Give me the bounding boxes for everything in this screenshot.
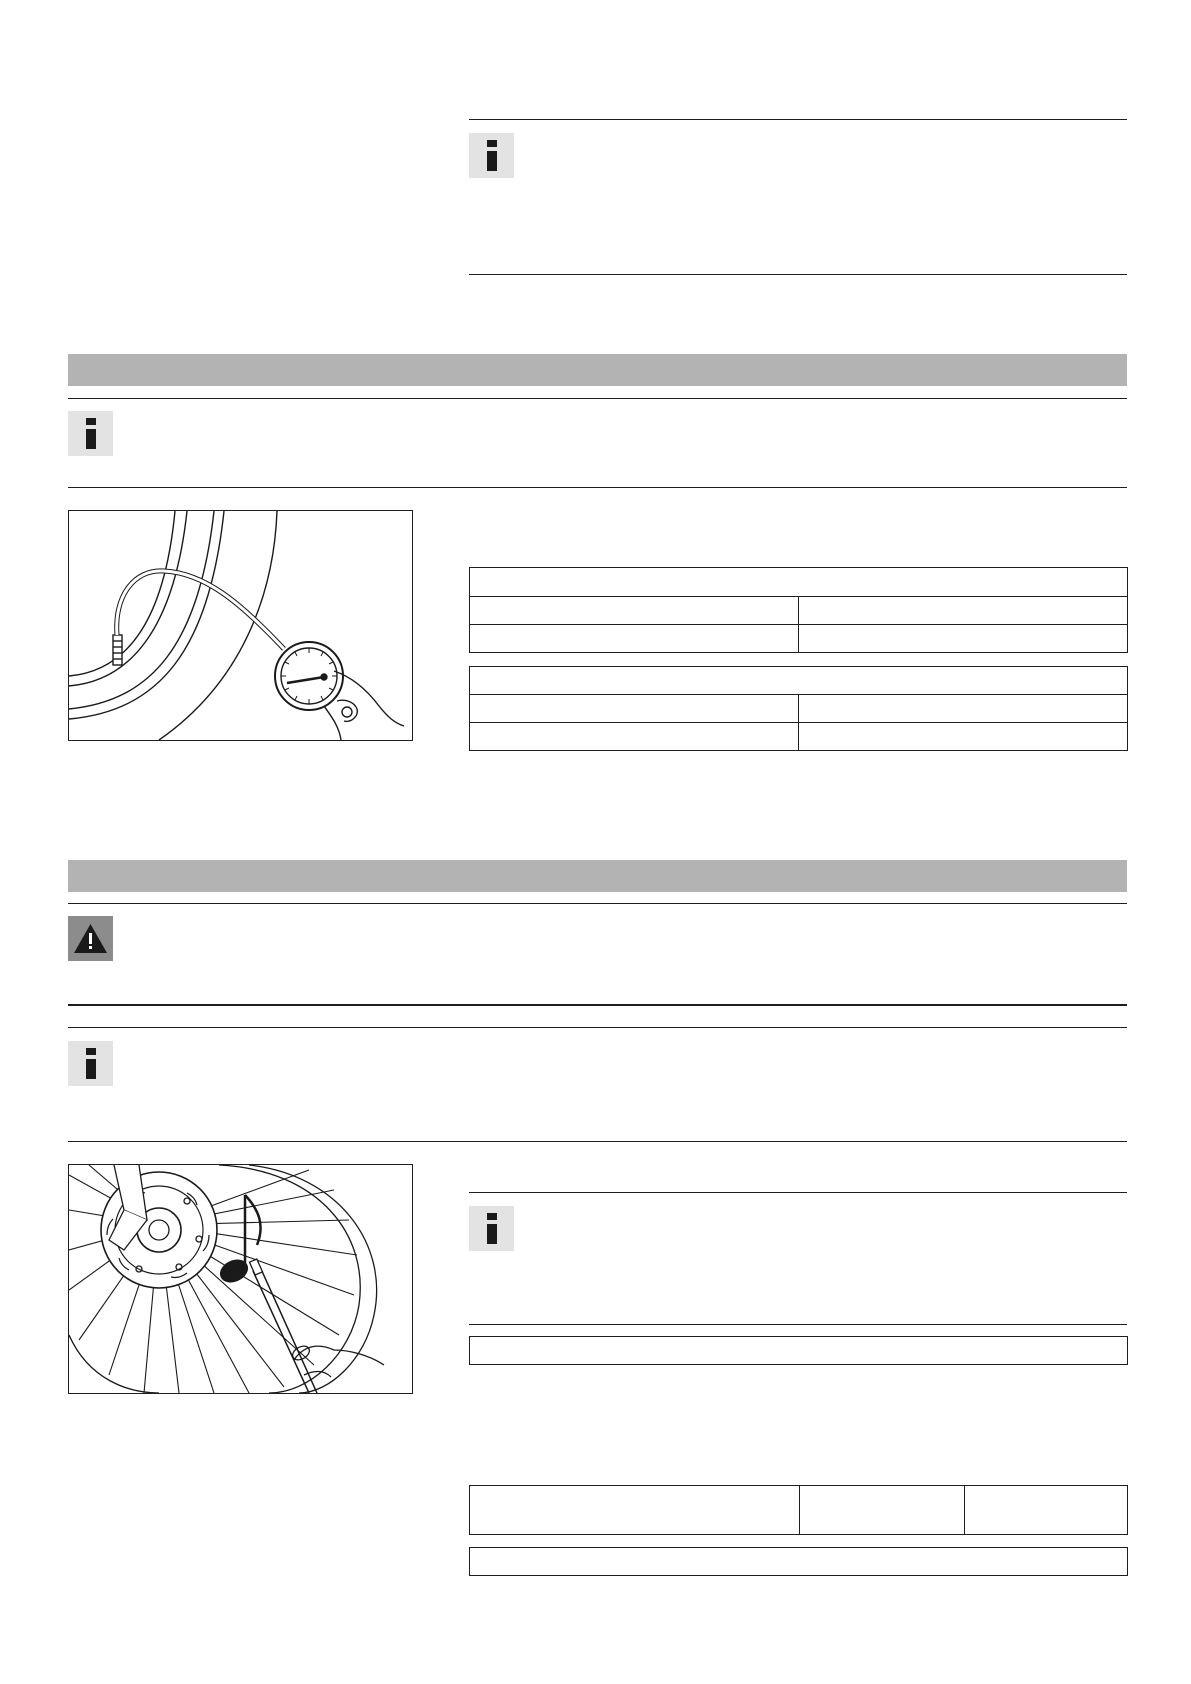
- section2-info-bottom-rule: [68, 1141, 1127, 1142]
- warning-bottom-rule: [68, 1004, 1127, 1006]
- spoke-torque-table: [469, 1485, 1128, 1535]
- table-cell: [470, 1548, 1128, 1576]
- tire-pressure-gauge-illustration: [68, 510, 413, 741]
- table-cell: [470, 625, 799, 653]
- table-cell: [470, 597, 799, 625]
- table-cell: [470, 695, 799, 723]
- table-cell: [470, 723, 799, 751]
- table-cell: [965, 1486, 1128, 1535]
- info-icon: [68, 1041, 113, 1086]
- table-cell: [799, 695, 1128, 723]
- info-icon: [469, 1206, 514, 1251]
- section-header-bar-1: [68, 354, 1127, 386]
- table-header-cell: [470, 667, 1128, 695]
- spoke-table-1: [469, 1336, 1128, 1365]
- tire-pressure-table-2: [469, 666, 1128, 751]
- section1-info-bottom-rule: [68, 487, 1127, 488]
- table-cell: [470, 1337, 1128, 1365]
- spoke-tension-check-illustration: [68, 1164, 413, 1394]
- note-bottom-rule: [469, 274, 1127, 275]
- tire-pressure-table-1: [469, 567, 1128, 653]
- inner-note-bottom-rule: [469, 1324, 1127, 1325]
- warning-top-rule: [68, 903, 1127, 904]
- warning-icon: [68, 916, 113, 961]
- table-header-cell: [470, 568, 1128, 597]
- table-cell: [800, 1486, 965, 1535]
- info-icon: [68, 411, 113, 456]
- inner-note-top-rule: [469, 1192, 1127, 1193]
- table-cell: [799, 597, 1128, 625]
- section1-info-top-rule: [68, 398, 1127, 399]
- section2-info-top-rule: [68, 1027, 1127, 1028]
- info-icon: [469, 133, 514, 178]
- table-cell: [470, 1486, 800, 1535]
- table-cell: [799, 723, 1128, 751]
- spoke-table-2: [469, 1547, 1128, 1576]
- table-cell: [799, 625, 1128, 653]
- note-top-rule: [469, 119, 1127, 120]
- section-header-bar-2: [68, 860, 1127, 892]
